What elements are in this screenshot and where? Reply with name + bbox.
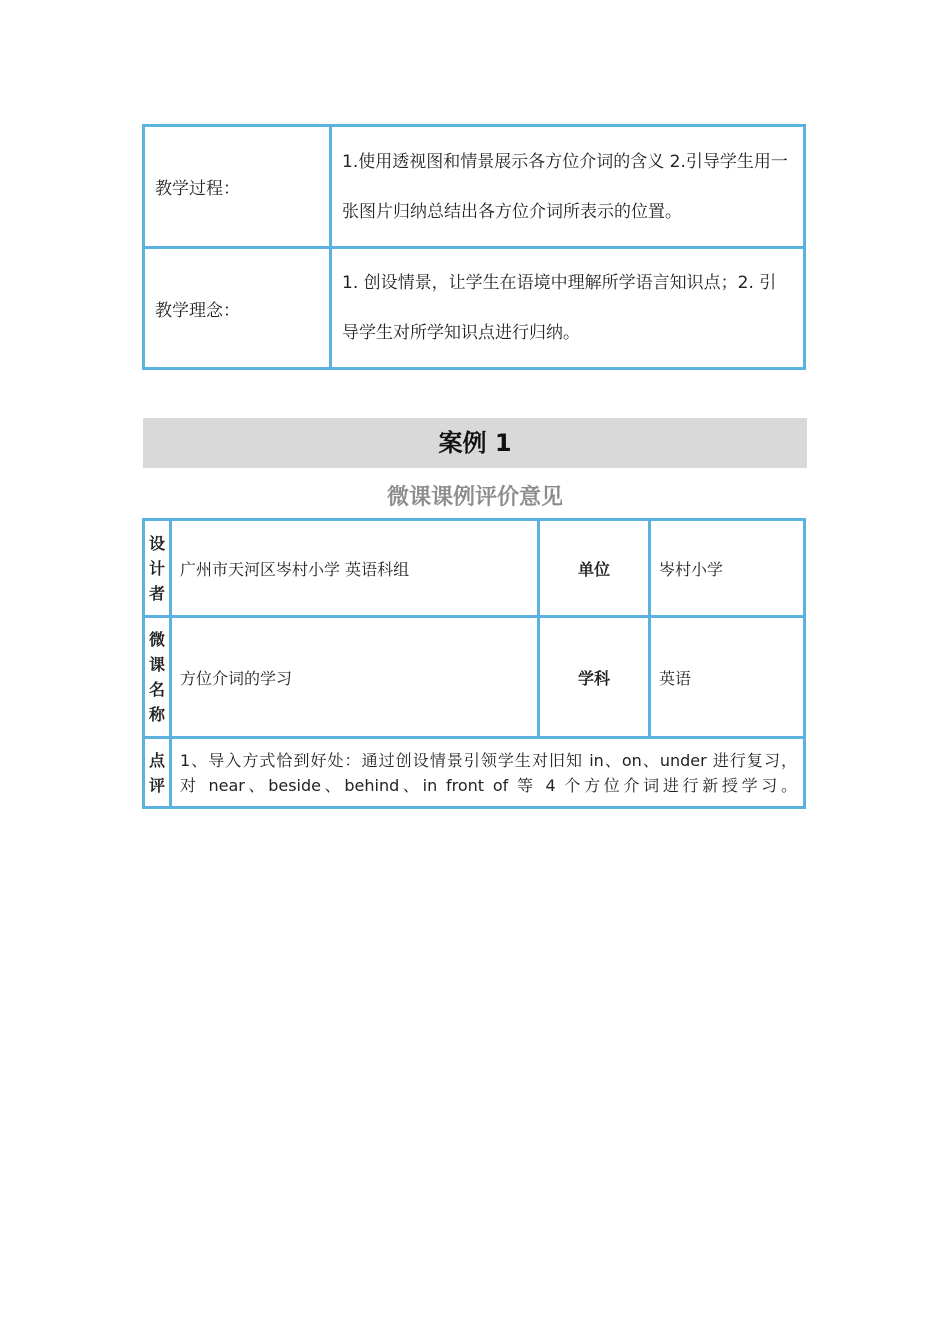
teaching-process-row <box>144 126 805 248</box>
course-label <box>144 617 171 738</box>
comment-line: 1、导入方式恰到好处：通过创设情景引领学生对旧知 in、on、under 进行复习， <box>180 750 797 770</box>
comment-label <box>144 738 171 808</box>
designer-value: 广州市天河区岑村小学 英语科组 <box>171 520 539 617</box>
teaching-process-label: 教学过程： <box>144 126 331 248</box>
unit-value: 岑村小学 <box>650 520 805 617</box>
comment-content <box>171 738 805 808</box>
designer-label-char: 计 <box>148 558 165 578</box>
comment-row <box>144 738 805 808</box>
course-label-char: 课 <box>148 655 165 674</box>
course-label-char: 微 <box>148 630 165 649</box>
subject-value: 英语 <box>650 617 805 738</box>
teaching-philosophy-row <box>144 248 805 369</box>
comment-label-char: 评 <box>148 775 165 795</box>
evaluation-table <box>142 518 806 809</box>
case-banner: 案例 1 <box>143 418 807 468</box>
subject-label: 学科 <box>539 617 650 738</box>
teaching-philosophy-label: 教学理念： <box>144 248 331 369</box>
unit-label: 单位 <box>539 520 650 617</box>
course-label-char: 名 <box>148 680 165 699</box>
teaching-philosophy-content: 1. 创设情景，让学生在语境中理解所学语言知识点；2. 引导学生对所学知识点进行归纳。 <box>331 248 805 369</box>
teaching-table <box>142 124 806 370</box>
designer-label-char: 设 <box>148 533 165 553</box>
designer-row <box>144 520 805 617</box>
comment-line: 对 near、beside、behind、in front of 等 4 个方位介词进行新授学习。 <box>180 775 797 795</box>
course-label-char: 称 <box>148 705 165 724</box>
teaching-process-content: 1.使用透视图和情景展示各方位介词的含义 2.引导学生用一张图片归纳总结出各方位介词所表示的位置。 <box>331 126 805 248</box>
comment-label-char: 点 <box>148 750 165 770</box>
designer-label-char: 者 <box>148 583 165 603</box>
designer-label <box>144 520 171 617</box>
course-value: 方位介词的学习 <box>171 617 539 738</box>
evaluation-title: 微课课例评价意见 <box>386 485 563 510</box>
course-row <box>144 617 805 738</box>
